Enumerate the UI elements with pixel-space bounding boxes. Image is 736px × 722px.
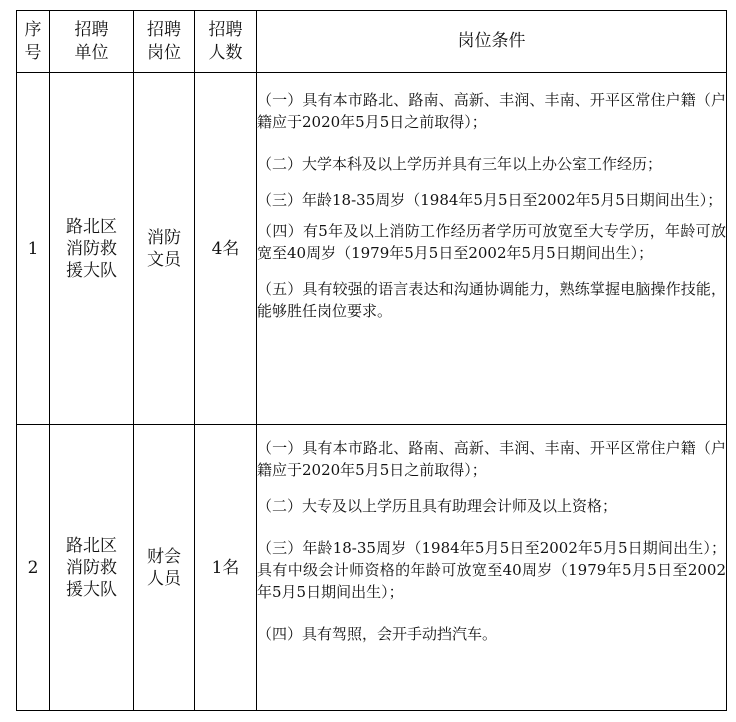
- unit-cell: 路北区 消防救 援大队: [50, 73, 134, 425]
- header-position: 招聘 岗位: [134, 11, 195, 73]
- header-row: [17, 11, 727, 73]
- condition-item: （三）年龄18-35周岁（1984年5月5日至2002年5月5日期间出生）；: [257, 191, 723, 209]
- seq-cell: 1: [17, 73, 50, 425]
- position-cell: 财会 人员: [134, 425, 195, 711]
- conditions-cell: [257, 425, 727, 711]
- condition-item: （一）具有本市路北、路南、高新、丰润、丰南、开平区常住户籍（户籍应于2020年5月5日之前取得）；: [257, 91, 726, 131]
- table-row: [17, 425, 727, 711]
- condition-item: （三）年龄18-35周岁（1984年5月5日至2002年5月5日期间出生）；具有中级会计师资格的年龄可放宽至40周岁（1979年5月5日至2002年5月5日期间出生）；: [257, 539, 726, 601]
- header-count: 招聘 人数: [195, 11, 257, 73]
- header-seq: 序 号: [17, 11, 50, 73]
- condition-item: （二）大专及以上学历且具有助理会计师及以上资格；: [257, 497, 618, 515]
- unit-cell: 路北区 消防救 援大队: [50, 425, 134, 711]
- condition-item: （四）有5年及以上消防工作经历者学历可放宽至大专学历，年龄可放宽至40周岁（1979年5月5日至2002年5月5日期间出生）；: [257, 222, 726, 262]
- table-row: [17, 73, 727, 425]
- condition-item: （二）大学本科及以上学历并具有三年以上办公室工作经历；: [257, 155, 663, 173]
- condition-item: （一）具有本市路北、路南、高新、丰润、丰南、开平区常住户籍（户籍应于2020年5月5日之前取得）；: [257, 439, 726, 479]
- header-conditions: 岗位条件: [257, 11, 727, 73]
- count-cell: 1名: [195, 425, 257, 711]
- recruitment-table: [16, 10, 727, 711]
- condition-item: （五）具有较强的语言表达和沟通协调能力，熟练掌握电脑操作技能，能够胜任岗位要求。: [257, 280, 726, 320]
- conditions-cell: [257, 73, 727, 425]
- seq-cell: 2: [17, 425, 50, 711]
- position-cell: 消防 文员: [134, 73, 195, 425]
- condition-item: （四）具有驾照，会开手动挡汽车。: [257, 625, 498, 643]
- header-unit: 招聘 单位: [50, 11, 134, 73]
- count-cell: 4名: [195, 73, 257, 425]
